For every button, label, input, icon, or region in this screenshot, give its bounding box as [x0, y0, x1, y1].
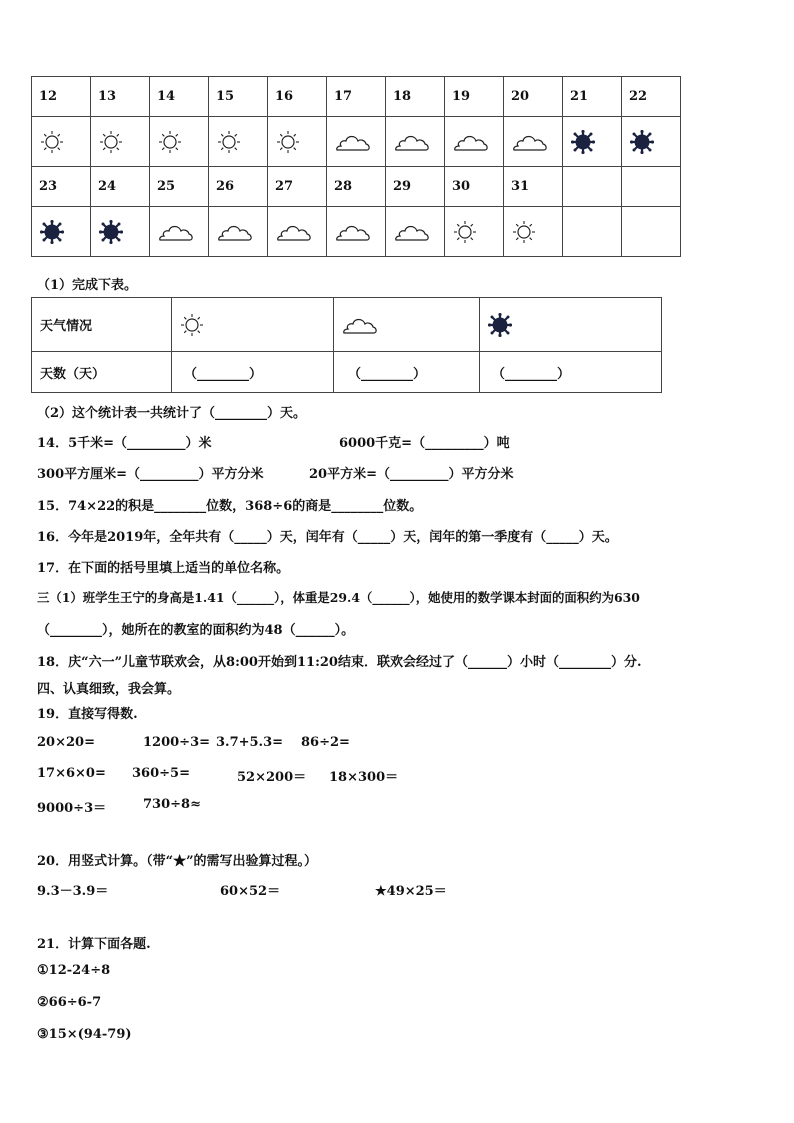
calendar-day: 28 — [327, 167, 386, 207]
sun-icon — [217, 130, 241, 154]
cloud-icon — [453, 131, 489, 153]
calendar-icons-row-2 — [32, 207, 681, 257]
calendar-day: 14 — [150, 77, 209, 117]
answer-blank[interactable]: （________） — [480, 352, 662, 393]
q17-line2: （________），她所在的教室的面积约为48（______）。 — [37, 623, 355, 638]
q16-text: 16．今年是2019年，全年共有（_____）天，闰年有（_____）天，闰年的第一季度有（_____）天。 — [37, 530, 618, 545]
cloud-icon — [342, 314, 378, 336]
calendar-day: 29 — [386, 167, 445, 207]
weather-cell — [32, 117, 91, 167]
answer-blank[interactable]: （________） — [172, 352, 334, 393]
calendar-day: 27 — [268, 167, 327, 207]
q21-item: ③15×(94-79) — [37, 1027, 132, 1042]
snow-icon — [40, 220, 64, 244]
weather-cell — [150, 207, 209, 257]
weather-cell — [563, 117, 622, 167]
calendar-day: 16 — [268, 77, 327, 117]
weather-cell — [386, 117, 445, 167]
calendar-day: 23 — [32, 167, 91, 207]
sun-icon — [512, 220, 536, 244]
calendar-icons-row-1 — [32, 117, 681, 167]
weather-cell — [91, 207, 150, 257]
calendar-day: 13 — [91, 77, 150, 117]
calendar-day: 12 — [32, 77, 91, 117]
calendar-day: 17 — [327, 77, 386, 117]
calendar-day: 25 — [150, 167, 209, 207]
q14-d: 20平方米=（_________）平方分米 — [309, 467, 514, 482]
snow-icon — [99, 220, 123, 244]
summary-weather-label: 天气情况 — [32, 298, 172, 352]
q14-c: 300平方厘米=（_________）平方分米 — [37, 467, 264, 482]
q14-b: 6000千克=（_________）吨 — [339, 436, 510, 451]
q19-item: 52×200＝ — [237, 770, 307, 785]
weather-cell — [268, 117, 327, 167]
sun-icon — [276, 130, 300, 154]
weather-cell — [504, 117, 563, 167]
sun-icon — [453, 220, 477, 244]
weather-cell — [622, 117, 681, 167]
calendar-day: 22 — [622, 77, 681, 117]
weather-cell — [445, 117, 504, 167]
weather-cell — [327, 117, 386, 167]
calendar-day — [563, 167, 622, 207]
q19-item: 17×6×0= — [37, 766, 106, 781]
calendar-day: 30 — [445, 167, 504, 207]
q19-item: 730÷8≈ — [143, 797, 201, 812]
q19-item: 360÷5= — [132, 766, 190, 781]
sun-icon — [99, 130, 123, 154]
weather-cell — [209, 207, 268, 257]
q18-text: 18．庆“六一”儿童节联欢会，从8:00开始到11:20结束．联欢会经过了（______）小时（________）分. — [37, 655, 642, 670]
cloud-icon — [217, 221, 253, 243]
calendar-day: 31 — [504, 167, 563, 207]
q1-label: （1）完成下表。 — [37, 278, 138, 293]
q19-item: 86÷2= — [301, 735, 350, 750]
q17-line1: 三（1）班学生王宁的身高是1.41（______），体重是29.4（______），她使用的数学课本封面的面积约为630 — [37, 590, 640, 605]
q15-text: 15．74×22的积是________位数，368÷6的商是________位数。 — [37, 499, 423, 514]
weather-cell — [386, 207, 445, 257]
q19-item: 9000÷3＝ — [37, 801, 107, 816]
cloud-icon — [276, 221, 312, 243]
calendar-day: 18 — [386, 77, 445, 117]
calendar-day: 21 — [563, 77, 622, 117]
cloud-icon — [394, 221, 430, 243]
q19-item: 3.7+5.3= — [216, 735, 284, 750]
q21-item: ②66÷6-7 — [37, 995, 102, 1010]
weather-cell — [32, 207, 91, 257]
empty-cell — [622, 207, 681, 257]
q14-a: 14．5千米=（_________）米 — [37, 436, 212, 451]
calendar-day: 24 — [91, 167, 150, 207]
sun-icon — [40, 130, 64, 154]
snow-icon — [488, 313, 512, 337]
weather-cell — [504, 207, 563, 257]
q19-item: 18×300＝ — [329, 770, 399, 785]
q21-title: 21．计算下面各题. — [37, 937, 151, 952]
cloud-icon — [335, 131, 371, 153]
q20-title: 20．用竖式计算。（带“★”的需写出验算过程。） — [37, 854, 318, 869]
q17-title: 17．在下面的括号里填上适当的单位名称。 — [37, 561, 290, 576]
calendar-days-row-1 — [32, 77, 681, 117]
q19-item: 20×20= — [37, 735, 95, 750]
calendar-day: 20 — [504, 77, 563, 117]
sun-icon — [180, 313, 204, 337]
q20-item: ★49×25＝ — [375, 884, 447, 899]
weather-cell — [334, 298, 480, 352]
q20-item: 60×52＝ — [220, 884, 281, 899]
weather-cell — [172, 298, 334, 352]
weather-cell — [480, 298, 662, 352]
q19-title: 19．直接写得数. — [37, 707, 138, 722]
weather-calendar — [31, 76, 681, 257]
weather-cell — [91, 117, 150, 167]
calendar-days-row-2 — [32, 167, 681, 207]
calendar-day: 26 — [209, 167, 268, 207]
q19-item: 1200÷3= — [143, 735, 211, 750]
sun-icon — [158, 130, 182, 154]
weather-cell — [150, 117, 209, 167]
weather-cell — [445, 207, 504, 257]
section-4-heading: 四、认真细致，我会算。 — [37, 682, 181, 697]
calendar-day: 19 — [445, 77, 504, 117]
answer-blank[interactable]: （________） — [334, 352, 480, 393]
cloud-icon — [335, 221, 371, 243]
summary-days-label: 天数（天） — [32, 352, 172, 393]
calendar-day — [622, 167, 681, 207]
empty-cell — [563, 207, 622, 257]
snow-icon — [571, 130, 595, 154]
q20-item: 9.3－3.9＝ — [37, 884, 109, 899]
weather-cell — [268, 207, 327, 257]
q2-text: （2）这个统计表一共统计了（________）天。 — [37, 406, 307, 421]
calendar-day: 15 — [209, 77, 268, 117]
snow-icon — [630, 130, 654, 154]
weather-cell — [209, 117, 268, 167]
weather-cell — [327, 207, 386, 257]
cloud-icon — [512, 131, 548, 153]
q21-item: ①12-24÷8 — [37, 963, 111, 978]
cloud-icon — [158, 221, 194, 243]
cloud-icon — [394, 131, 430, 153]
weather-summary-table — [31, 297, 662, 393]
